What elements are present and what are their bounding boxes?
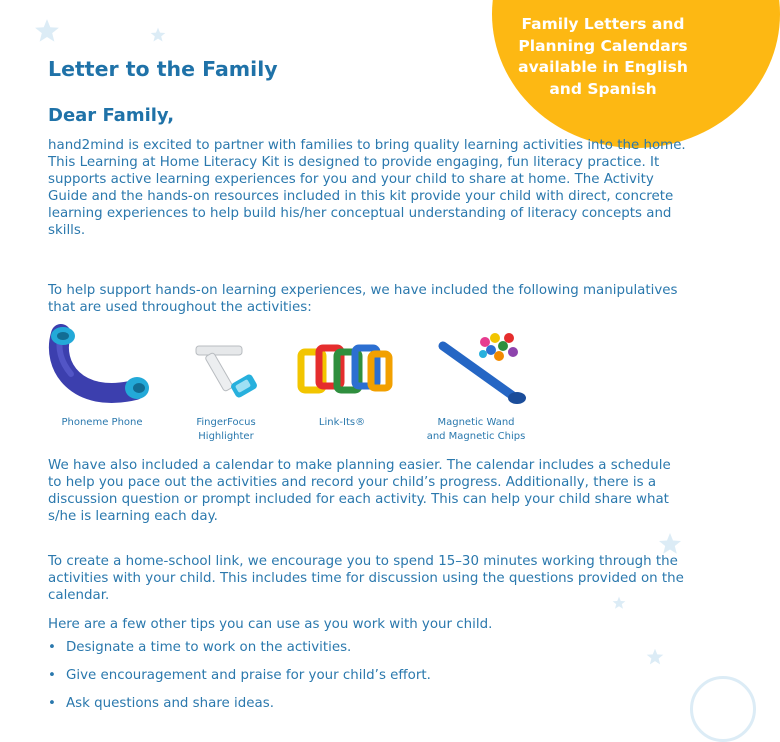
manipulative-label: Link-Its® xyxy=(318,417,366,428)
label-line: and Magnetic Chips xyxy=(426,431,526,442)
manipulative-label: Phoneme Phone xyxy=(61,417,143,428)
badge-text xyxy=(510,14,696,100)
badge-line: available in English xyxy=(518,58,688,76)
badge-line: Planning Calendars xyxy=(518,36,688,55)
manipulative-fingerfocus xyxy=(166,326,286,444)
badge-line: Family Letters and xyxy=(521,15,685,33)
phoneme-phone-icon xyxy=(47,326,157,412)
fingerfocus-highlighter-icon xyxy=(176,326,276,412)
tips-list xyxy=(48,640,688,724)
intro-paragraph: hand2mind is excited to partner with families to bring quality learning activities into the home. This Learning at Home Literacy Kit is designed to provide engaging, fun literacy practice. It supports active learning experiences for you and your child to share at home. The Activity Guide and the hands-on resources included in this kit provide your child with direct, concrete learning experiences to help build his/her conceptual understanding of literacy concepts and skills. xyxy=(48,138,686,238)
home-school-paragraph: To create a home-school link, we encourage you to spend 15–30 minutes working through the activities with your child. This includes time for discussion using the questions provided on the calendar. xyxy=(48,554,684,603)
manipulative-phoneme-phone xyxy=(42,326,162,430)
star-icon xyxy=(34,18,60,44)
link-its-icon xyxy=(287,326,397,412)
page-title: Letter to the Family xyxy=(48,57,278,81)
list-item: • Designate a time to work on the activities. xyxy=(48,640,688,657)
label-line: Magnetic Wand xyxy=(437,417,515,428)
label-line: Highlighter xyxy=(198,431,254,442)
calendar-paragraph: We have also included a calendar to make planning easier. The calendar includes a schedule to help you pace out the activities and record your child’s progress. Additionally, there is a discussion question or prompt included for each activity. This can help your child share what s/he is learning each day. xyxy=(48,458,671,524)
label-line: FingerFocus xyxy=(196,417,256,428)
magnetic-wand-icon xyxy=(421,326,531,412)
sun-outline-icon xyxy=(690,676,756,742)
list-item: • Give encouragement and praise for your child’s effort. xyxy=(48,668,688,685)
greeting: Dear Family, xyxy=(48,105,175,126)
star-icon xyxy=(658,532,682,556)
badge-line: and Spanish xyxy=(549,79,657,98)
manipulative-magnetic-wand xyxy=(416,326,536,444)
manipulatives-paragraph: To help support hands-on learning experiences, we have included the following manipulatives that are used throughout the activities: xyxy=(48,283,678,315)
star-icon xyxy=(150,27,166,43)
list-item: • Ask questions and share ideas. xyxy=(48,696,688,713)
manipulative-label xyxy=(166,416,286,444)
tips-intro-paragraph: Here are a few other tips you can use as you work with your child. xyxy=(48,617,493,632)
manipulative-label xyxy=(416,416,536,444)
manipulative-link-its xyxy=(282,326,402,430)
